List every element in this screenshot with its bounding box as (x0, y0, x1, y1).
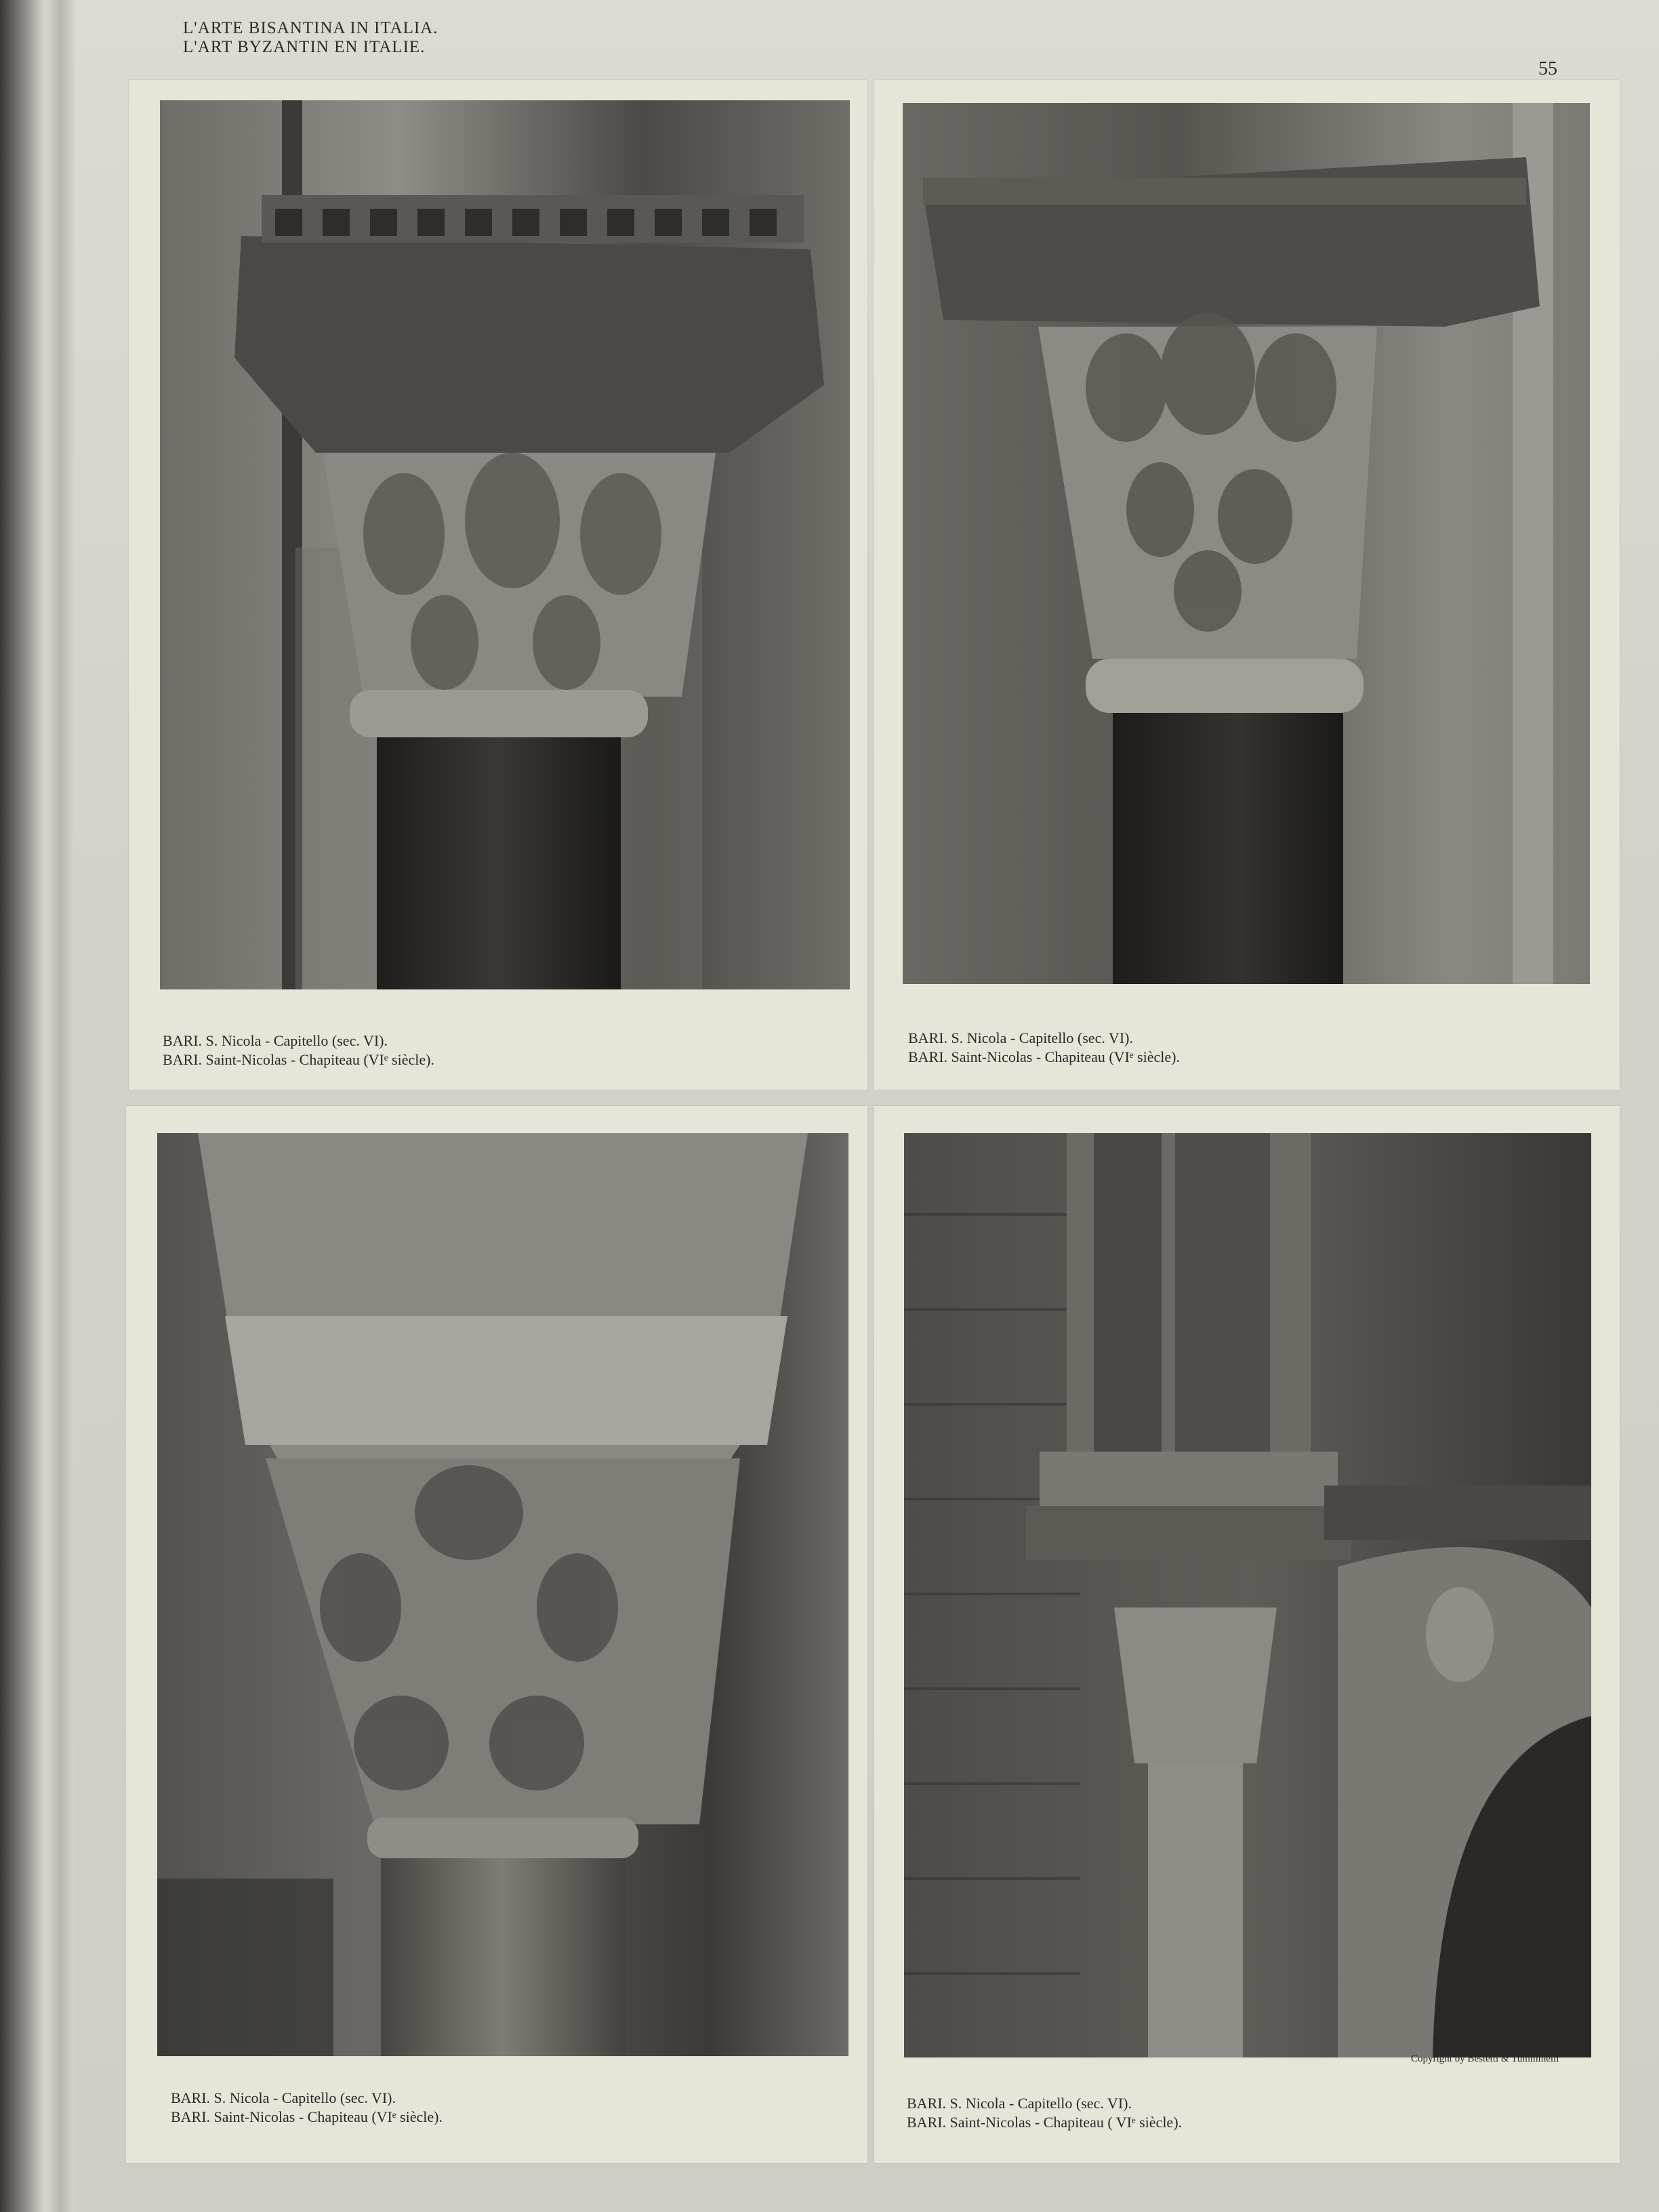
caption-french: BARI. Saint-Nicolas - Chapiteau (VIᵉ siècle). (163, 1051, 434, 1068)
plate-photo-2 (903, 103, 1590, 984)
plate-caption-2 (908, 1029, 1180, 1067)
capital-photo-3 (157, 1133, 848, 2056)
plate-caption-3 (171, 2089, 443, 2127)
caption-french: BARI. Saint-Nicolas - Chapiteau ( VIᵉ siècle). (907, 2114, 1183, 2131)
capital-photo-2 (903, 103, 1590, 984)
capital-photo-1 (160, 100, 850, 989)
header-title-italian: L'ARTE BISANTINA IN ITALIA. (183, 19, 438, 37)
copyright-notice: Copyright by Bestetti & Tumminelli (1411, 2053, 1559, 2064)
caption-italian: BARI. S. Nicola - Capitello (sec. VI). (907, 2095, 1132, 2112)
caption-italian: BARI. S. Nicola - Capitello (sec. VI). (908, 1029, 1133, 1046)
running-header (183, 19, 438, 57)
plate-photo-4 (904, 1133, 1591, 2057)
plate-photo-3 (157, 1133, 848, 2056)
caption-french: BARI. Saint-Nicolas - Chapiteau (VIᵉ siècle). (171, 2108, 443, 2125)
plate-photo-1 (160, 100, 850, 989)
capital-photo-4 (904, 1133, 1591, 2057)
caption-italian: BARI. S. Nicola - Capitello (sec. VI). (171, 2089, 396, 2106)
plate-caption-1 (163, 1031, 434, 1069)
caption-italian: BARI. S. Nicola - Capitello (sec. VI). (163, 1032, 388, 1049)
caption-french: BARI. Saint-Nicolas - Chapiteau (VIᵉ siècle). (908, 1048, 1180, 1065)
book-binding-edge (0, 0, 81, 2212)
plate-caption-4 (907, 2094, 1182, 2132)
header-title-french: L'ART BYZANTIN EN ITALIE. (183, 38, 426, 56)
page-number: 55 (1538, 58, 1557, 79)
